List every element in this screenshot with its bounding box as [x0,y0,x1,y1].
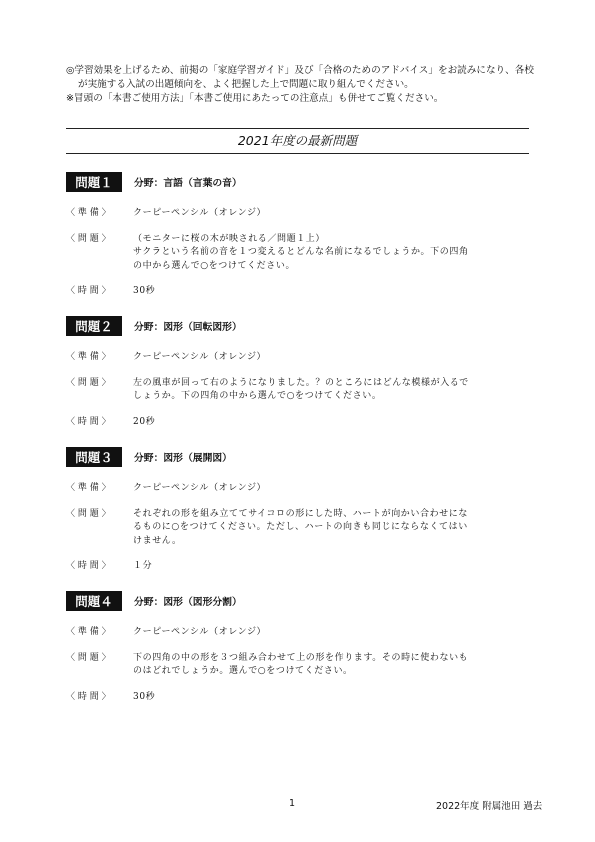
problem-4 [66,590,536,704]
problem-1 [66,171,536,299]
problem-field: 分野：図形（回転図形） [134,322,242,333]
prep-value: クーピーペンシル（オレンジ） [133,352,267,362]
prep-value: クーピーペンシル（オレンジ） [133,208,267,218]
problem-header [66,590,536,612]
problem-badge: 問題４ [66,591,122,611]
problem-badge: 問題２ [66,316,122,336]
intro-note-1: ◎学習効果を上げるため、前掲の「家庭学習ガイド」及び「合格のためのアドバイス」をお読みになり、各校が実施する入試の出題傾向を、よく把握した上で問題に取り組んでください。 [66,65,534,90]
time-value: 30秒 [133,286,156,296]
problem-3 [66,446,536,574]
prep-value: クーピーペンシル（オレンジ） [133,483,267,493]
time-label: 〈 時 間 〉 [66,691,111,702]
question-label: 〈 問 題 〉 [66,377,111,388]
problem-field: 分野：言語（言葉の音） [134,178,242,189]
prep-row [66,626,536,640]
time-label: 〈 時 間 〉 [66,286,111,296]
question-text [133,377,536,404]
time-value: １分 [133,561,153,571]
problem-header [66,446,536,468]
question-line: のはどれでしょうか。選んで○をつけてください。 [133,666,353,676]
prep-label: 〈 準 備 〉 [66,208,111,218]
problem-field: 分野：図形（図形分割） [134,597,242,608]
intro-note-2: ※冒頭の「本書ご使用方法」「本書ご使用にあたっての注意点」も併せてご覧ください。 [66,93,444,104]
problem-2 [66,315,536,429]
question-line: の中から選んで○をつけてください。 [133,260,296,271]
question-label: 〈 問 題 〉 [66,233,111,244]
time-label: 〈 時 間 〉 [66,561,111,571]
problem-header [66,171,536,193]
prep-row [66,207,536,221]
question-line: 下の四角の中の形を３つ組み合わせて上の形を作ります。その時に使わないも [133,652,469,663]
question-line: （モニターに桜の木が映される／問題１上） [133,233,326,244]
problem-badge: 問題１ [66,172,122,192]
problem-field: 分野：図形（展開図） [134,453,232,464]
problem-header [66,315,536,337]
question-text [133,508,536,549]
prep-label: 〈 準 備 〉 [66,483,111,493]
prep-row [66,351,536,365]
section-title: 2021年度の最新問題 [237,133,358,148]
section-title-box [66,128,529,154]
question-row [66,652,536,679]
time-row [66,416,536,430]
question-line: しょうか。下の四角の中から選んで○をつけてください。 [133,391,382,401]
question-row [66,508,536,549]
question-line: それぞれの形を組み立ててサイコロの形にした時、ハートが向かい合わせにな [133,508,469,519]
time-label: 〈 時 間 〉 [66,416,111,427]
question-line: 左の風車が回って右のようになりました。？のところにはどんな模様が入るで [133,377,469,388]
question-line: るものに○をつけてください。ただし、ハートの向きも同じにならなくてはい [133,522,468,532]
question-line: サクラという名前の音を１つ変えるとどんな名前になるでしょうか。下の四角 [133,247,469,257]
page-number: 1 [289,798,296,809]
problem-badge: 問題３ [66,447,122,467]
prep-value: クーピーペンシル（オレンジ） [133,627,267,637]
question-label: 〈 問 題 〉 [66,652,111,663]
question-text [133,233,536,274]
time-value: 30秒 [133,691,156,702]
question-row [66,377,536,404]
prep-label: 〈 準 備 〉 [66,352,111,362]
prep-row [66,482,536,496]
time-value: 20秒 [133,416,156,427]
prep-label: 〈 準 備 〉 [66,627,111,637]
question-row [66,233,536,274]
question-text [133,652,536,679]
time-row [66,560,536,574]
question-line: けません。 [133,535,182,546]
intro-notes [66,64,536,106]
question-label: 〈 問 題 〉 [66,508,111,519]
time-row [66,285,536,299]
time-row [66,691,536,705]
footer-label: 2022年度 附属池田 過去 [436,801,543,812]
